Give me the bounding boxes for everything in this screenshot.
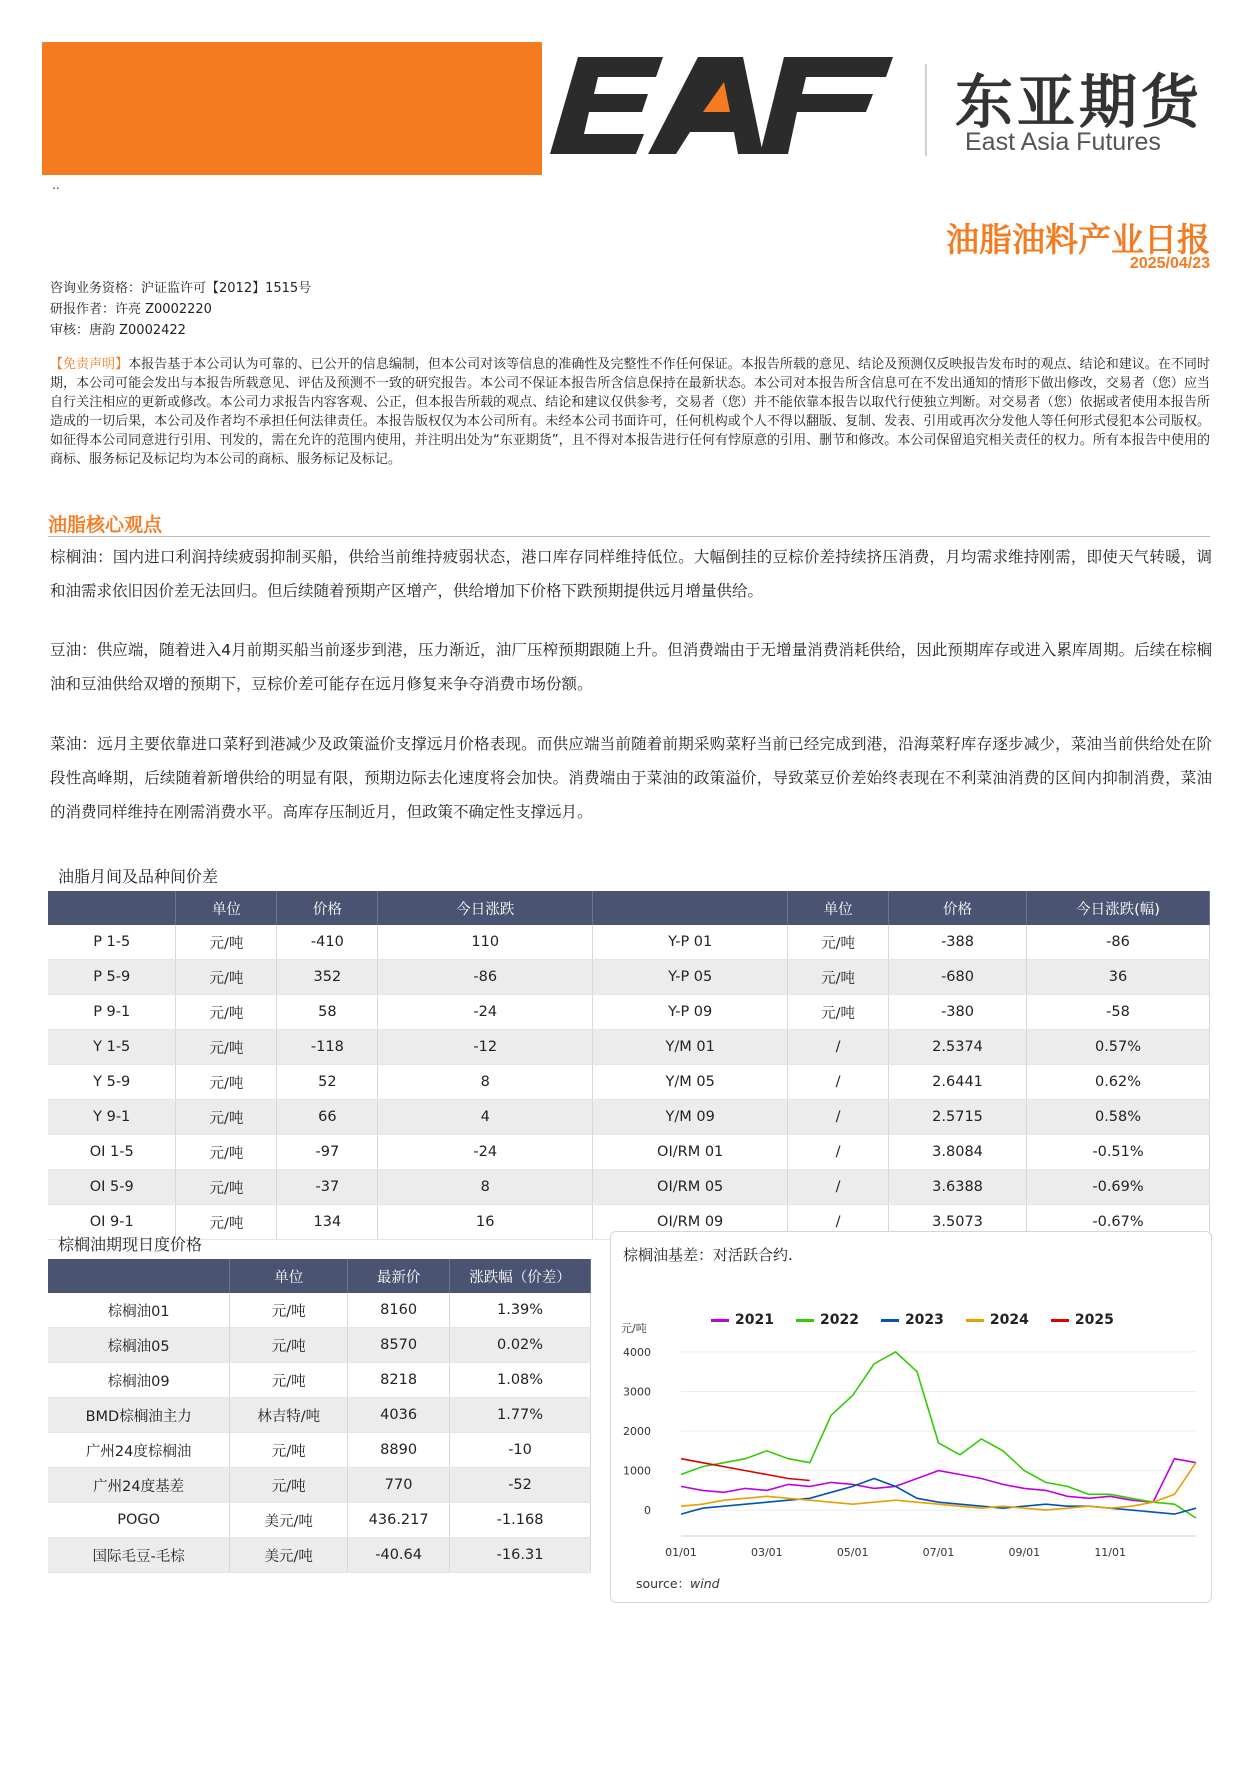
palm-table: [48, 1259, 591, 1573]
disclaimer: [50, 355, 1210, 469]
spread-table-cell: P 5-9: [48, 960, 176, 995]
spread-table-header-cell: 单位: [788, 891, 889, 925]
spread-table-cell: 0.62%: [1027, 1065, 1210, 1100]
brand-name-cn: 东亚期货: [955, 68, 1204, 136]
spread-table-cell: -12: [378, 1030, 593, 1065]
spread-table-cell: OI/RM 09: [593, 1205, 788, 1240]
palm-table-cell: 8218: [348, 1363, 450, 1398]
spread-table-header-cell: [593, 891, 788, 925]
spread-table-cell: 4: [378, 1100, 593, 1135]
rapeseed-view: 菜油：远月主要依靠进口菜籽到港减少及政策溢价支撑远月价格表现。而供应端当前随着前期采购菜籽当前已经完成到港，沿海菜籽库存逐步减少，菜油当前供给处在阶段性高峰期，后续随着新增供给的明显有限，预期边际去化速度将会加快。消费端由于菜油的政策溢价，导致菜豆价差始终表现在不利菜油消费的区间内抑制消费，菜油的消费同样维持在刚需消费水平。高库存压制近月，但政策不确定性支撑远月。: [50, 735, 1212, 821]
palm-table-row: [48, 1398, 591, 1433]
spread-table-cell: /: [788, 1030, 889, 1065]
spread-table-cell: Y/M 01: [593, 1030, 788, 1065]
spread-table-row: [48, 995, 1210, 1030]
spread-table-cell: Y/M 05: [593, 1065, 788, 1100]
palm-table-cell: 770: [348, 1468, 450, 1503]
spread-table-cell: OI 9-1: [48, 1205, 176, 1240]
palm-table-row: [48, 1538, 591, 1573]
spread-table-header-cell: [48, 891, 176, 925]
x-tick-label: 07/01: [922, 1546, 955, 1559]
spread-table-row: [48, 1135, 1210, 1170]
spread-table-cell: -24: [378, 1135, 593, 1170]
palm-table-cell: 1.08%: [450, 1363, 591, 1398]
spread-table-row: [48, 960, 1210, 995]
spread-table-cell: 0.57%: [1027, 1030, 1210, 1065]
palm-table-cell: 4036: [348, 1398, 450, 1433]
logo-divider: [925, 64, 927, 156]
author-line: 研报作者：许亮 Z0002220: [50, 302, 212, 317]
disclaimer-text: 本报告基于本公司认为可靠的、已公开的信息编制，但本公司对该等信息的准确性及完整性不作任何保证。本报告所载的意见、结论及预测仅反映报告发布时的观点、结论和建议。在不同时期，本公司可能会发出与本报告所载意见、评估及预测不一致的研究报告。本公司不保证本报告所含信息保持在最新状态。本公司对本报告所含信息可在不发出通知的情形下做出修改，交易者（您）应当自行关注相应的更新或修改。本公司力求报告内容客观、公正，但本报告所载的观点、结论和建议仅供参考，交易者（您）并不能依靠本报告以取代行使独立判断。对交易者（您）依据或者使用本报告所造成的一切后果，本公司及作者均不承担任何法律责任。本报告版权仅为本公司所有。未经本公司书面许可，任何机构或个人不得以翻版、复制、发表、引用或再次分发他人等任何形式侵犯本公司版权。如征得本公司同意进行引用、刊发的，需在允许的范围内使用，并注明出处为“东亚期货”，且不得对本报告进行任何有悖原意的引用、删节和修改。本公司保留追究相关责任的权力。所有本报告中使用的商标、服务标记及标记均为本公司的商标、服务标记及标记。: [50, 357, 1210, 467]
spread-table-cell: 3.6388: [889, 1170, 1027, 1205]
license-line: 咨询业务资格：沪证监许可【2012】1515号: [50, 281, 312, 296]
spread-table-cell: 元/吨: [176, 995, 277, 1030]
legend-label: 2022: [819, 1312, 859, 1328]
palm-table-header: [48, 1259, 591, 1293]
spread-table-cell: -0.69%: [1027, 1170, 1210, 1205]
palm-table-body: [48, 1293, 591, 1573]
y-tick-label: 3000: [623, 1385, 651, 1399]
brand-banner: [42, 42, 542, 175]
palm-table-cell: 1.39%: [450, 1293, 591, 1328]
palm-table-row: [48, 1293, 591, 1328]
spread-table-cell: 元/吨: [176, 1205, 277, 1240]
spread-table-cell: 元/吨: [788, 960, 889, 995]
legend-label: 2025: [1074, 1312, 1114, 1328]
palm-table-cell: 8570: [348, 1328, 450, 1363]
spread-table-cell: 元/吨: [176, 1030, 277, 1065]
spread-table-cell: Y-P 09: [593, 995, 788, 1030]
spread-table-cell: 元/吨: [176, 1065, 277, 1100]
palm-table-caption: 棕榈油期现日度价格: [58, 1235, 203, 1254]
palm-table-header-cell: 涨跌幅（价差）: [450, 1259, 591, 1293]
spread-table-cell: -0.67%: [1027, 1205, 1210, 1240]
spread-table-cell: OI 5-9: [48, 1170, 176, 1205]
palm-table-cell: 林吉特/吨: [230, 1398, 348, 1433]
palm-table-header-cell: 单位: [230, 1259, 348, 1293]
spread-table-cell: /: [788, 1205, 889, 1240]
palm-table-cell: 美元/吨: [230, 1538, 348, 1573]
spread-table-row: [48, 1065, 1210, 1100]
palm-table-row: [48, 1363, 591, 1398]
eaf-logo-icon: [548, 52, 893, 162]
spread-table-cell: 58: [277, 995, 378, 1030]
reviewer-line: 审核：唐韵 Z0002422: [50, 323, 186, 338]
palm-table-cell: -10: [450, 1433, 591, 1468]
spread-table-cell: /: [788, 1135, 889, 1170]
x-tick-label: 09/01: [1008, 1546, 1041, 1559]
y-tick-label: 4000: [623, 1345, 651, 1359]
spread-table-header-cell: 今日涨跌(幅): [1027, 891, 1210, 925]
spread-table-cell: OI 1-5: [48, 1135, 176, 1170]
source-name: wind: [690, 1576, 720, 1591]
palm-table-cell: 1.77%: [450, 1398, 591, 1433]
y-tick-label: 2000: [623, 1425, 651, 1439]
report-date: 2025/04/23: [1129, 255, 1210, 272]
source-label: source：: [636, 1576, 691, 1591]
spread-table-header-cell: 单位: [176, 891, 277, 925]
spread-table-cell: OI/RM 05: [593, 1170, 788, 1205]
spread-table-cell: 元/吨: [176, 1170, 277, 1205]
disclaimer-tag: 【免责声明】: [50, 357, 129, 372]
palm-table-cell: 元/吨: [230, 1328, 348, 1363]
spread-table-cell: /: [788, 1065, 889, 1100]
chart-plot: [611, 1322, 1211, 1572]
spread-table-cell: -86: [378, 960, 593, 995]
y-tick-label: 0: [644, 1504, 651, 1518]
palm-table-row: [48, 1503, 591, 1538]
basis-chart: [610, 1231, 1212, 1603]
x-tick-label: 11/01: [1094, 1546, 1127, 1559]
spread-table-row: [48, 1030, 1210, 1065]
spread-table-row: [48, 1170, 1210, 1205]
spread-table-cell: Y 1-5: [48, 1030, 176, 1065]
palm-table-cell: 元/吨: [230, 1468, 348, 1503]
palm-table-cell: 广州24度基差: [48, 1468, 230, 1503]
spread-table-cell: P 9-1: [48, 995, 176, 1030]
spread-table-cell: Y 5-9: [48, 1065, 176, 1100]
spread-table-cell: 3.8084: [889, 1135, 1027, 1170]
spread-table-cell: 36: [1027, 960, 1210, 995]
legend-label: 2023: [904, 1312, 944, 1328]
spread-table-cell: -380: [889, 995, 1027, 1030]
palm-table-cell: -16.31: [450, 1538, 591, 1573]
palm-table-cell: 棕榈油09: [48, 1363, 230, 1398]
spread-table-cell: Y/M 09: [593, 1100, 788, 1135]
legend-label: 2021: [735, 1312, 774, 1328]
palm-table-row: [48, 1328, 591, 1363]
brand-name-en: East Asia Futures: [965, 128, 1161, 156]
palm-table-row: [48, 1468, 591, 1503]
spread-table-cell: 352: [277, 960, 378, 995]
palm-table-cell: -1.168: [450, 1503, 591, 1538]
spread-table-cell: -410: [277, 925, 378, 960]
spread-table-cell: 16: [378, 1205, 593, 1240]
palm-table-cell: 8160: [348, 1293, 450, 1328]
palm-table-cell: 元/吨: [230, 1363, 348, 1398]
palm-table-row: [48, 1433, 591, 1468]
palm-table-cell: 元/吨: [230, 1433, 348, 1468]
x-tick-label: 03/01: [750, 1546, 783, 1559]
palm-table-cell: 436.217: [348, 1503, 450, 1538]
spread-table-cell: 元/吨: [788, 925, 889, 960]
spread-table-row: [48, 1100, 1210, 1135]
spread-table-cell: P 1-5: [48, 925, 176, 960]
spread-table-cell: -388: [889, 925, 1027, 960]
core-view-title: 油脂核心观点: [48, 514, 163, 536]
spread-table-cell: -0.51%: [1027, 1135, 1210, 1170]
spread-table-header-cell: 价格: [277, 891, 378, 925]
spread-table-cell: 元/吨: [176, 925, 277, 960]
spread-table-cell: -58: [1027, 995, 1210, 1030]
palm-table-cell: 元/吨: [230, 1293, 348, 1328]
spread-table-header-cell: 今日涨跌: [378, 891, 593, 925]
spread-table-cell: 元/吨: [176, 1135, 277, 1170]
x-tick-label: 05/01: [836, 1546, 869, 1559]
spread-table-body: [48, 925, 1210, 1240]
palm-table-cell: -52: [450, 1468, 591, 1503]
palm-table-cell: 棕榈油05: [48, 1328, 230, 1363]
spread-table-cell: 8: [378, 1170, 593, 1205]
chart-source: [636, 1574, 720, 1592]
spread-table-cell: 8: [378, 1065, 593, 1100]
spread-table-cell: -680: [889, 960, 1027, 995]
spread-table-cell: 110: [378, 925, 593, 960]
spread-table-cell: -118: [277, 1030, 378, 1065]
palm-table-cell: POGO: [48, 1503, 230, 1538]
spread-table-cell: Y-P 01: [593, 925, 788, 960]
y-axis-unit-label: 元/吨: [621, 1322, 647, 1335]
spread-table-cell: 0.58%: [1027, 1100, 1210, 1135]
palm-table-cell: -40.64: [348, 1538, 450, 1573]
palm-table-cell: 棕榈油01: [48, 1293, 230, 1328]
palm-table-cell: 0.02%: [450, 1328, 591, 1363]
spread-table-cell: OI/RM 01: [593, 1135, 788, 1170]
spread-table-header-cell: 价格: [889, 891, 1027, 925]
spread-table-cell: 元/吨: [176, 1100, 277, 1135]
palm-view: 棕榈油：国内进口利润持续疲弱抑制买船，供给当前维持疲弱状态，港口库存同样维持低位。大幅倒挂的豆棕价差持续挤压消费，月均需求维持刚需，即使天气转暖，调和油需求依旧因价差无法回归。但后续随着预期产区增产，供给增加下价格下跌预期提供远月增量供给。: [50, 548, 1212, 600]
series-line-2022: [681, 1352, 1196, 1518]
x-tick-label: 01/01: [665, 1546, 697, 1559]
spread-table-cell: 134: [277, 1205, 378, 1240]
spread-table-cell: 2.5374: [889, 1030, 1027, 1065]
spread-table-cell: /: [788, 1100, 889, 1135]
spread-table-cell: Y-P 05: [593, 960, 788, 995]
spread-table-cell: 52: [277, 1065, 378, 1100]
palm-table-header-cell: 最新价: [348, 1259, 450, 1293]
spread-table-cell: 3.5073: [889, 1205, 1027, 1240]
report-title: 油脂油料产业日报: [946, 220, 1210, 259]
spread-table-cell: -24: [378, 995, 593, 1030]
chart-title: 棕榈油基差：对活跃合约.: [623, 1246, 793, 1264]
palm-table-cell: 8890: [348, 1433, 450, 1468]
spread-table-cell: 元/吨: [176, 960, 277, 995]
series-line-2025: [681, 1459, 810, 1481]
spread-table-cell: Y 9-1: [48, 1100, 176, 1135]
spread-table-cell: 2.6441: [889, 1065, 1027, 1100]
palm-table-cell: 国际毛豆-毛棕: [48, 1538, 230, 1573]
legend-label: 2024: [989, 1312, 1029, 1328]
palm-table-cell: BMD棕榈油主力: [48, 1398, 230, 1433]
spread-table-cell: -86: [1027, 925, 1210, 960]
spread-table-row: [48, 925, 1210, 960]
spread-table: [48, 891, 1210, 1240]
soy-view: 豆油：供应端，随着进入4月前期买船当前逐步到港，压力渐近，油厂压榨预期跟随上升。但消费端由于无增量消费消耗供给，因此预期库存或进入累库周期。后续在棕榈油和豆油供给双增的预期下，豆棕价差可能存在远月修复来争夺消费市场份额。: [50, 641, 1212, 693]
spread-table-header: [48, 891, 1210, 925]
header-mark: ..: [52, 178, 60, 192]
section-divider: [48, 536, 1210, 537]
spread-table-cell: /: [788, 1170, 889, 1205]
spread-table-cell: 2.5715: [889, 1100, 1027, 1135]
y-tick-label: 1000: [623, 1464, 651, 1478]
palm-table-cell: 美元/吨: [230, 1503, 348, 1538]
spread-table-caption: 油脂月间及品种间价差: [58, 867, 219, 886]
spread-table-cell: 66: [277, 1100, 378, 1135]
spread-table-cell: -37: [277, 1170, 378, 1205]
palm-table-header-cell: [48, 1259, 230, 1293]
palm-table-cell: 广州24度棕榈油: [48, 1433, 230, 1468]
spread-table-cell: 元/吨: [788, 995, 889, 1030]
spread-table-cell: -97: [277, 1135, 378, 1170]
